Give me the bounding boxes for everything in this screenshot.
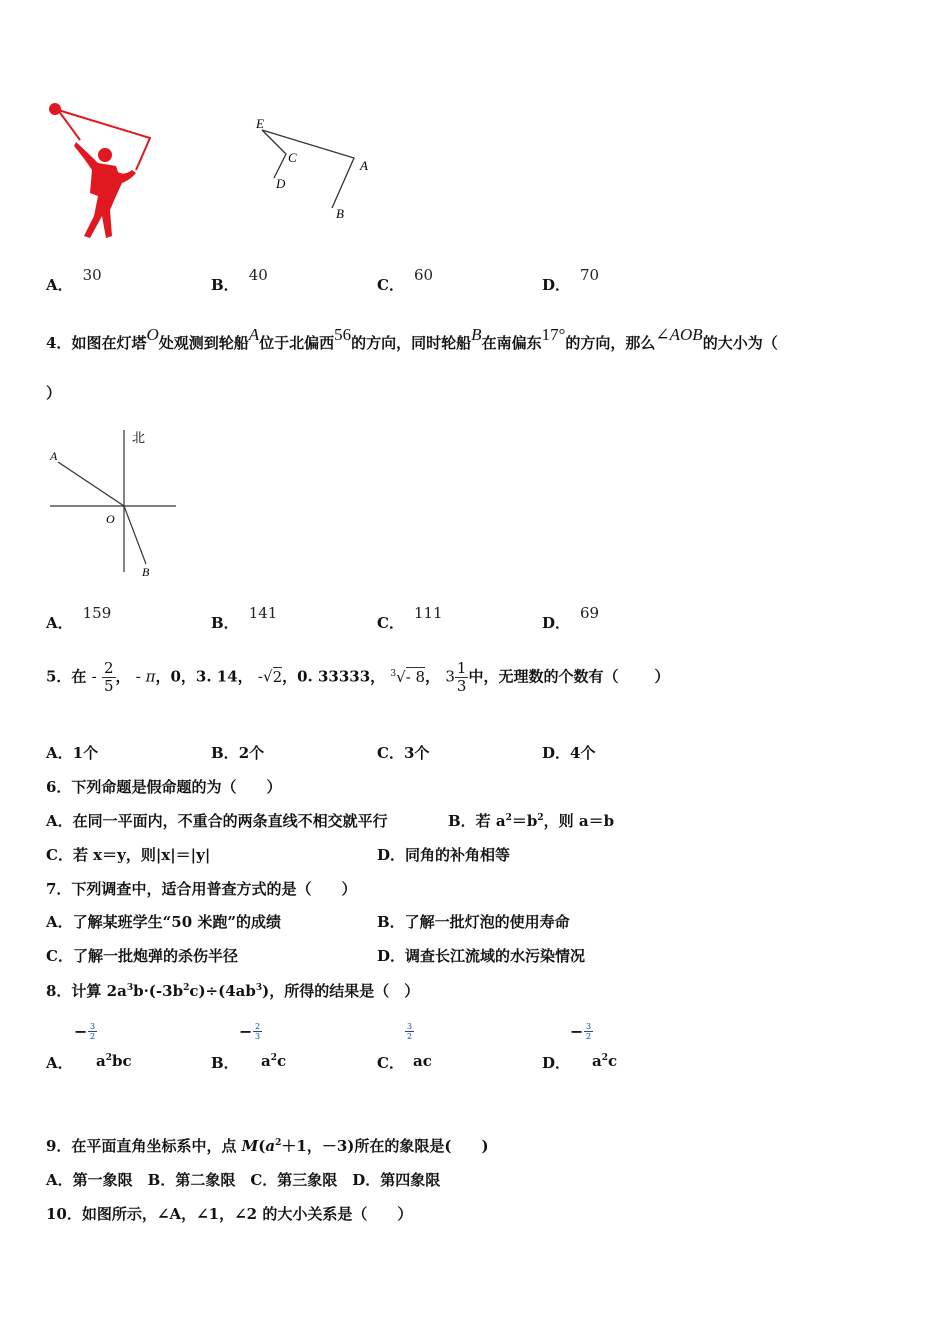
q4-option-d: D．69 (542, 604, 600, 632)
label-d: D (276, 176, 286, 191)
compass-figure (44, 426, 184, 580)
question-7-stem: 7．下列调查中，适合用普查方式的是（ ） (46, 880, 357, 898)
q6-option-b: B．若 $a^2=b^2$，则 a＝b (448, 812, 615, 830)
label-north: 北 (132, 430, 146, 445)
q7-option-c: C．了解一批炮弹的杀伤半径 (46, 947, 238, 965)
label-o: O (106, 512, 115, 526)
fraction-neg-2-5: $\frac{2}{5}$ (103, 659, 114, 695)
q5-option-c: C．3个 (377, 744, 430, 762)
cbrt-neg-8: $^3$√- 8 (390, 667, 426, 686)
question-4-close: ） (46, 384, 62, 402)
q4-option-a: A．159 (46, 604, 112, 632)
question-5-stem: 5．在 - $\frac{2}{5}$ ， - π，0，3. 14， -√2，0. 33333， $^3$√- 8， 3 $\frac{1}{3}$ 中，无理数的个数有（ ） (46, 659, 670, 695)
q6-option-a: A．在同一平面内，不重合的两条直线不相交就平行 (46, 812, 388, 830)
question-8-stem: 8．计算 $2a^3b\cdot(-3b^2c)\div(4ab^3)$，所得的结果是（ ） (46, 982, 420, 1000)
q5-option-a: A．1个 (46, 744, 99, 762)
q6-option-d: D．同角的补角相等 (377, 846, 511, 864)
q7-option-d: D．调查长江流域的水污染情况 (377, 947, 586, 965)
jump-rope-figure (40, 98, 160, 246)
label-a: A (50, 449, 58, 463)
question-9-stem: 9．在平面直角坐标系中，点 $M(a^2+1$，－3)所在的象限是( ) (46, 1137, 489, 1155)
label-b: B (336, 206, 344, 221)
q6-option-c: C．若 x＝y，则|x|＝|y| (46, 846, 211, 864)
q4-option-b: B．141 (211, 604, 278, 632)
q3-option-c: C．60 (377, 266, 434, 294)
sqrt-2: √2 (263, 667, 283, 686)
question-6-stem: 6．下列命题是假命题的为（ ） (46, 778, 282, 796)
q3-option-a: A．30 (46, 266, 102, 294)
q7-option-b: B．了解一批灯泡的使用寿命 (377, 913, 570, 931)
label-e: E (256, 116, 264, 131)
q3-option-d: D．70 (542, 266, 600, 294)
question-9-options: A．第一象限 B．第二象限 C．第三象限 D．第四象限 (46, 1171, 441, 1189)
q7-option-a: A．了解某班学生“50 米跑”的成绩 (46, 913, 281, 931)
question-10-stem: 10．如图所示，∠A，∠1，∠2 的大小关系是（ ） (46, 1205, 413, 1223)
fraction-1-3: $\frac{1}{3}$ (456, 659, 467, 695)
angle-figure-edcab (250, 112, 380, 224)
q5-option-b: B．2个 (211, 744, 265, 762)
label-c: C (288, 150, 297, 165)
q5-option-d: D．4个 (542, 744, 596, 762)
q4-option-c: C．111 (377, 604, 443, 632)
label-a: A (360, 158, 368, 173)
question-4-stem: 4．如图在灯塔O处观测到轮船A位于北偏西56的方向，同时轮船B在南偏东17°的方向，那么∠AOB的大小为（ (46, 325, 778, 352)
label-b: B (142, 565, 150, 579)
q3-option-b: B．40 (211, 266, 268, 294)
